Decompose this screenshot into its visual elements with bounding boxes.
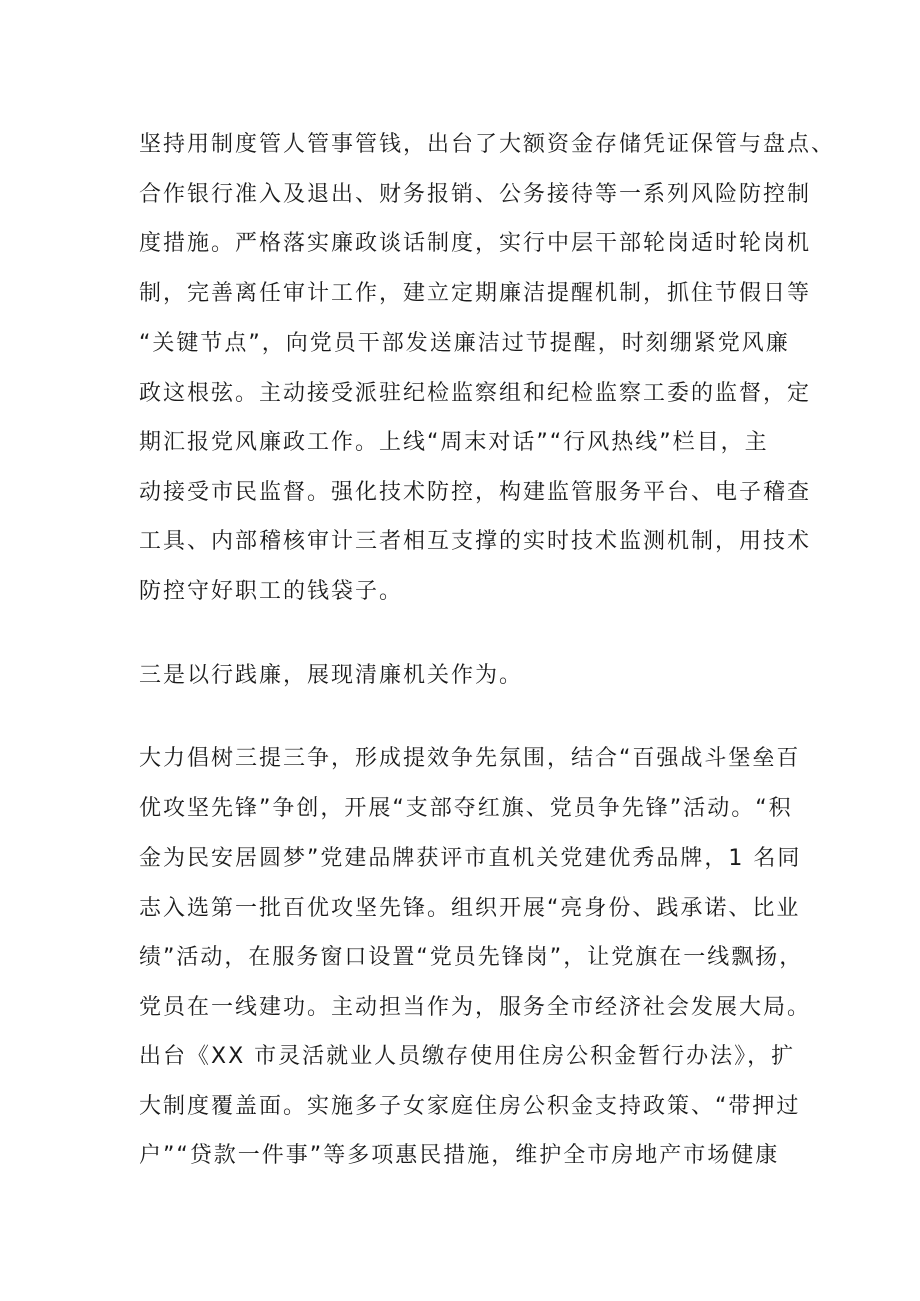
paragraph-1-line: 合作银行准入及退出、财务报销、公务接待等一系列风险防控制 <box>139 182 812 207</box>
paragraph-2-line: 志入选第一批百优攻坚先锋。组织开展“亮身份、践承诺、比业 <box>139 896 801 921</box>
paragraph-2-line: 出台《XX 市灵活就业人员缴存使用住房公积金暂行办法》，扩 <box>139 1044 796 1069</box>
paragraph-2-line: 大力倡树三提三争，形成提效争先氛围，结合“百强战斗堡垒百 <box>139 746 801 771</box>
paragraph-1-line: 期汇报党风廉政工作。上线“周末对话”“行风热线”栏目，主 <box>139 430 769 455</box>
paragraph-2-line: 优攻坚先锋”争创，开展“支部夺红旗、党员争先锋”活动。“积 <box>139 796 793 821</box>
paragraph-2-line: 户”“贷款一件事”等多项惠民措施，维护全市房地产市场健康 <box>139 1143 780 1168</box>
paragraph-1-line: 度措施。严格落实廉政谈话制度，实行中层干部轮岗适时轮岗机 <box>139 231 812 256</box>
paragraph-1-line: 动接受市民监督。强化技术防控，构建监管服务平台、电子稽查 <box>139 480 812 505</box>
section-heading: 三是以行践廉，展现清廉机关作为。 <box>139 663 524 688</box>
paragraph-2-line: 绩”活动，在服务窗口设置“党员先锋岗”，让党旗在一线飘扬， <box>139 945 804 970</box>
paragraph-1-line: 工具、内部稽核审计三者相互支撑的实时技术监测机制，用技术 <box>139 529 812 554</box>
paragraph-1-line: 坚持用制度管人管事管钱，出台了大额资金存储凭证保管与盘点、 <box>139 132 836 157</box>
paragraph-2-line: 党员在一线建功。主动担当作为，服务全市经济社会发展大局。 <box>139 995 812 1020</box>
paragraph-1-line: “关键节点”，向党员干部发送廉洁过节提醒，时刻绷紧党风廉 <box>139 331 790 356</box>
paragraph-1-line: 制，完善离任审计工作，建立定期廉洁提醒机制，抓住节假日等 <box>139 281 812 306</box>
paragraph-2-line: 金为民安居圆梦”党建品牌获评市直机关党建优秀品牌，1 名同 <box>139 846 802 871</box>
paragraph-2-line: 大制度覆盖面。实施多子女家庭住房公积金支持政策、“带押过 <box>139 1094 801 1119</box>
paragraph-1-line: 政这根弦。主动接受派驻纪检监察组和纪检监察工委的监督，定 <box>139 381 812 406</box>
paragraph-1-line: 防控守好职工的钱袋子。 <box>139 579 404 604</box>
